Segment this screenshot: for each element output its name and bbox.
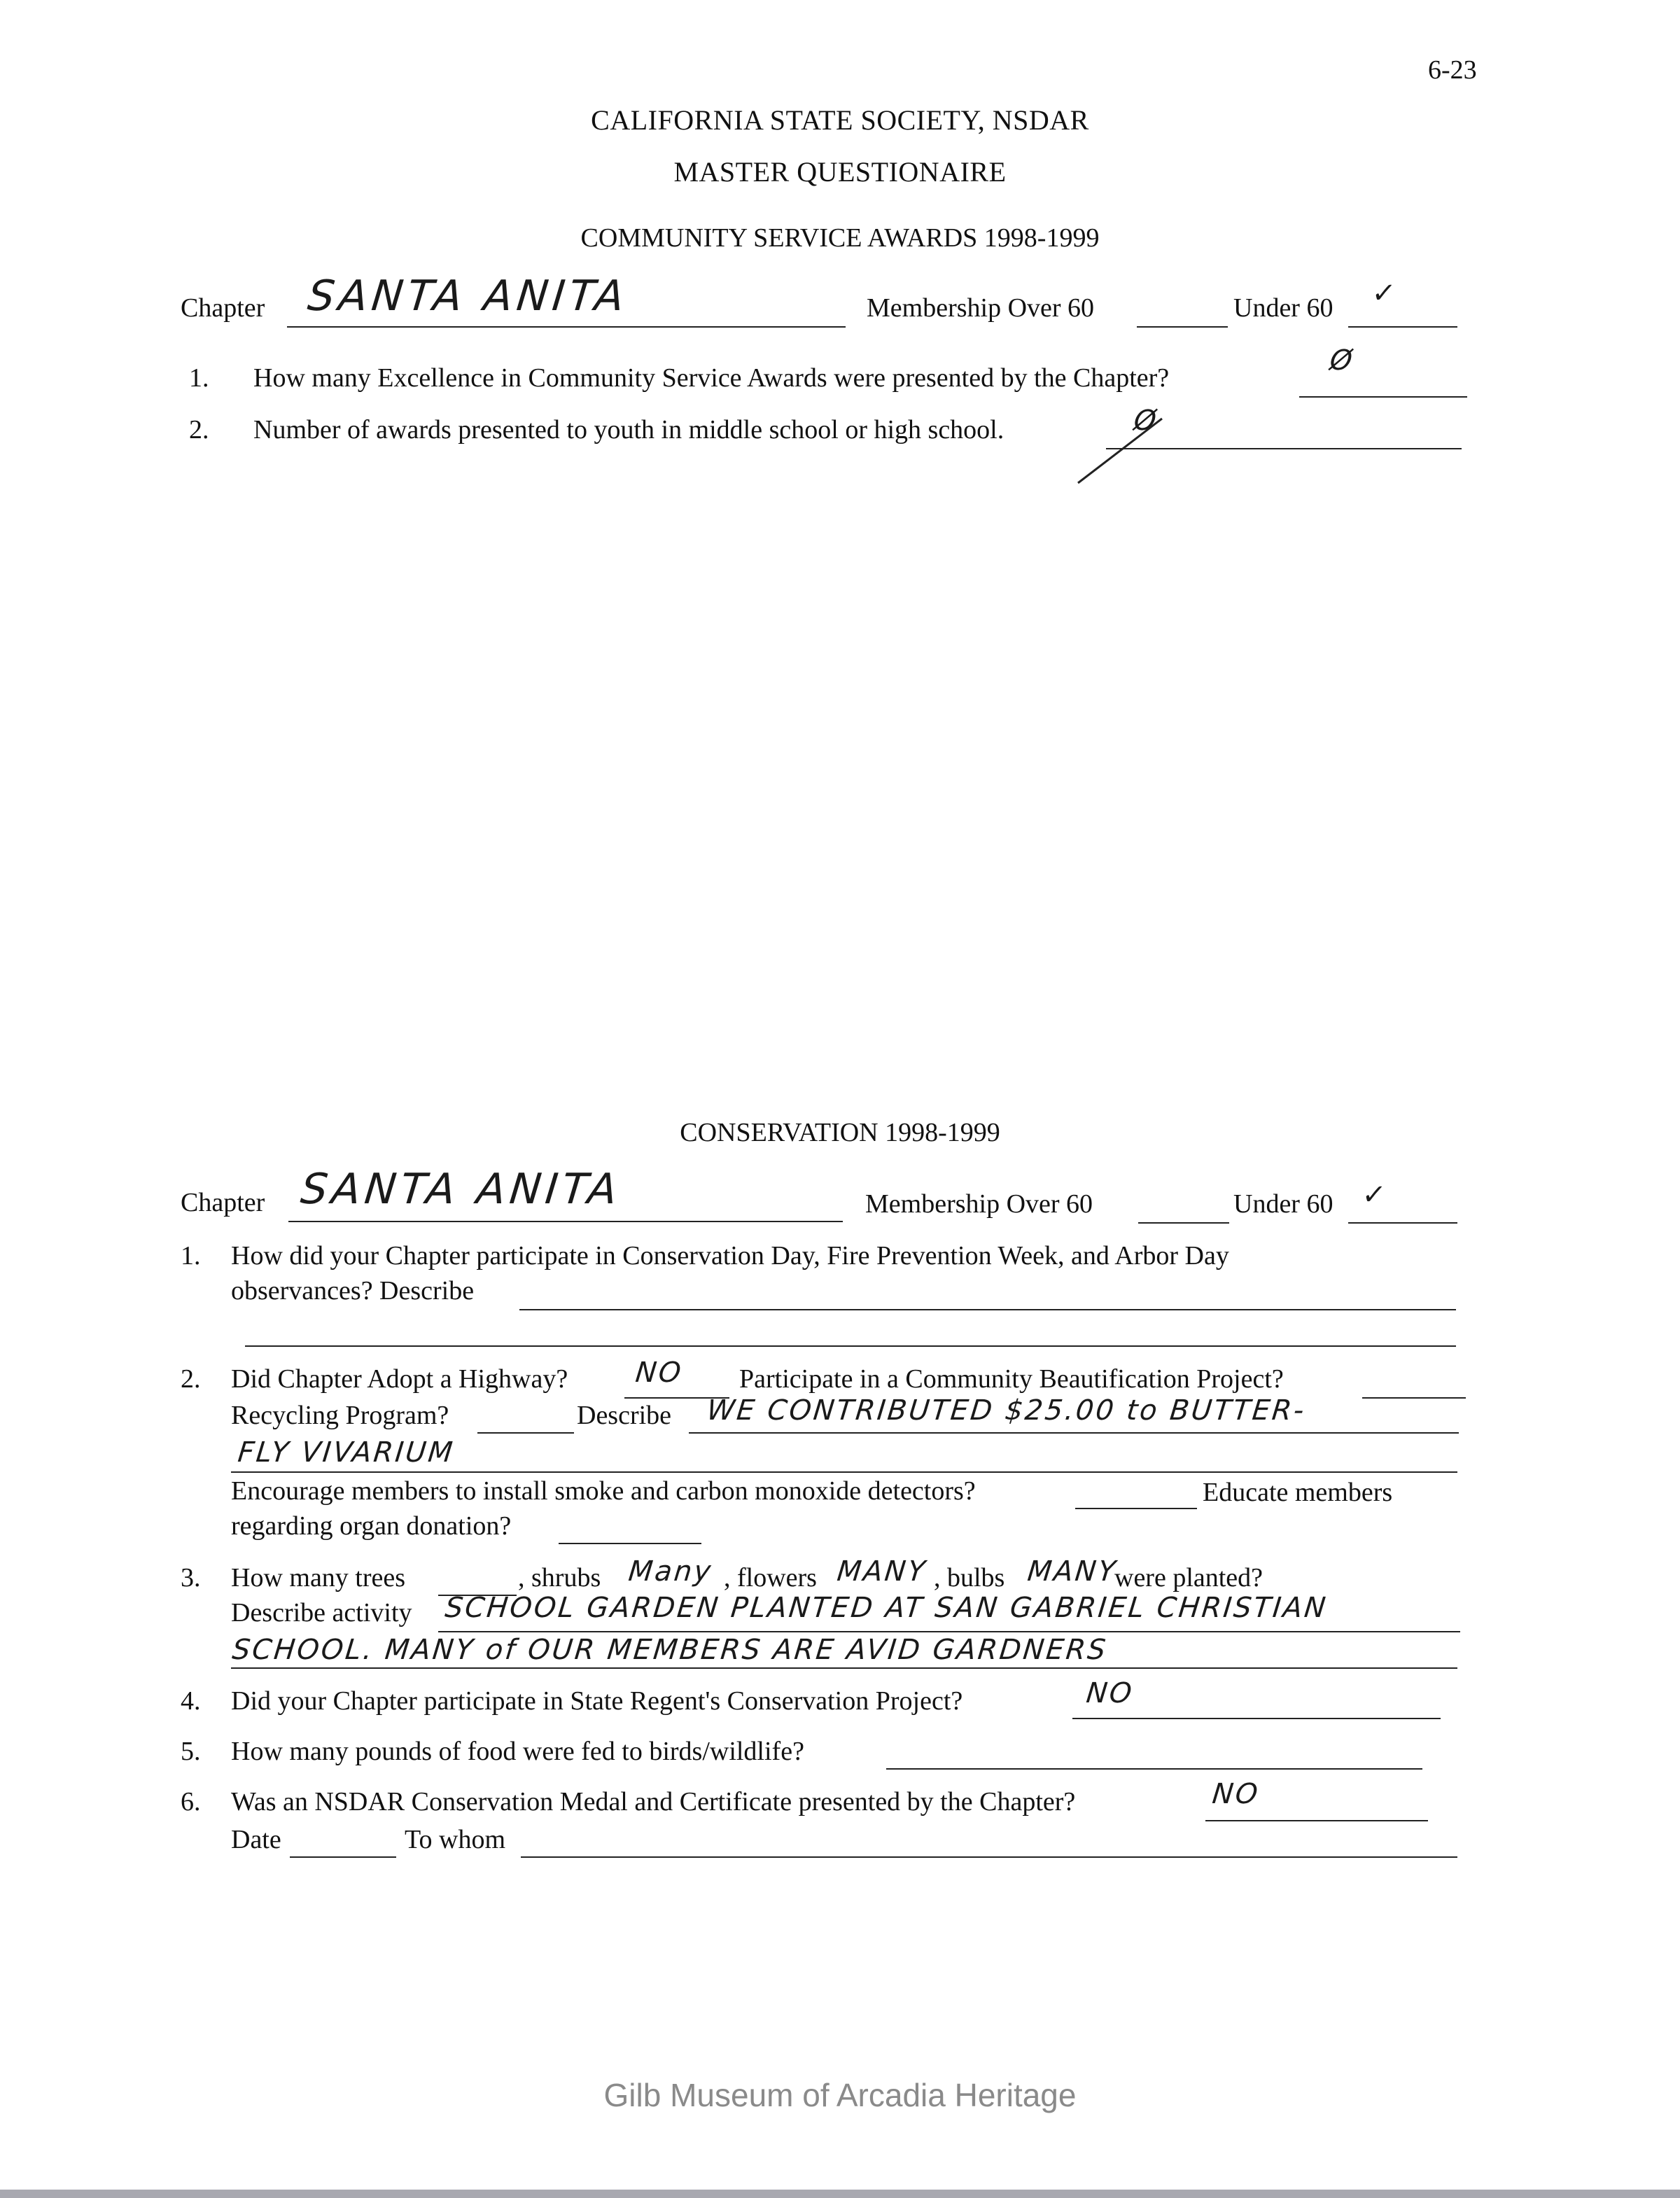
conservation-q2-adopt: Did Chapter Adopt a Highway? bbox=[231, 1364, 568, 1394]
awards-under60-value: ✓ bbox=[1370, 277, 1399, 309]
conservation-chapter-label: Chapter bbox=[181, 1188, 265, 1217]
awards-q1-text: How many Excellence in Community Service Awards were presented by the Chapter? bbox=[253, 363, 1170, 393]
awards-over60-label: Membership Over 60 bbox=[867, 293, 1095, 323]
conservation-q3-number: 3. bbox=[181, 1563, 201, 1592]
conservation-q4-number: 4. bbox=[181, 1686, 201, 1716]
conservation-q2-educate: Educate members bbox=[1203, 1478, 1393, 1507]
conservation-q3-answer-line2: SCHOOL. MANY of OUR MEMBERS ARE AVID GARDNERS bbox=[230, 1634, 1110, 1666]
conservation-q2-answer-line2: FLY VIVARIUM bbox=[236, 1436, 456, 1469]
conservation-q1-line2: observances? Describe bbox=[231, 1276, 475, 1306]
page-number: 6-23 bbox=[1428, 55, 1477, 85]
conservation-q5-number: 5. bbox=[181, 1737, 201, 1766]
conservation-q4-answer: NO bbox=[1084, 1677, 1135, 1709]
scan-edge bbox=[0, 2190, 1680, 2198]
museum-footer: Gilb Museum of Arcadia Heritage bbox=[603, 2077, 1077, 2113]
conservation-q1-line1: How did your Chapter participate in Conservation Day, Fire Prevention Week, and Arbor Day bbox=[231, 1241, 1229, 1270]
awards-title: COMMUNITY SERVICE AWARDS 1998-1999 bbox=[580, 223, 1100, 253]
conservation-q2-recycling: Recycling Program? bbox=[231, 1401, 449, 1430]
conservation-q3-shrubs-answer: Many bbox=[626, 1555, 715, 1588]
conservation-q2-beautify: Participate in a Community Beautification Project? bbox=[739, 1364, 1284, 1394]
society-title: CALIFORNIA STATE SOCIETY, NSDAR bbox=[591, 104, 1089, 136]
conservation-q5-text: How many pounds of food were fed to birds/wildlife? bbox=[231, 1737, 804, 1766]
conservation-q3-flowers-answer: MANY bbox=[835, 1555, 929, 1588]
awards-q2-number: 2. bbox=[189, 415, 209, 444]
conservation-q3-bulbs: , bulbs bbox=[934, 1563, 1005, 1592]
conservation-q2-number: 2. bbox=[181, 1364, 201, 1394]
conservation-q2-describe: Describe bbox=[577, 1401, 672, 1430]
conservation-over60-label: Membership Over 60 bbox=[865, 1189, 1093, 1219]
conservation-q3-answer-line1: SCHOOL GARDEN PLANTED AT SAN GABRIEL CHRISTIAN bbox=[443, 1592, 1329, 1624]
conservation-q6-number: 6. bbox=[181, 1787, 201, 1816]
awards-q2-answer: Ø bbox=[1132, 405, 1160, 437]
conservation-q3-planted: were planted? bbox=[1114, 1563, 1264, 1592]
conservation-q6-date-label: Date bbox=[231, 1825, 281, 1854]
awards-q2-text: Number of awards presented to youth in middle school or high school. bbox=[253, 415, 1004, 444]
awards-chapter-value: SANTA ANITA bbox=[305, 272, 631, 321]
conservation-q3-bulbs-answer: MANY bbox=[1026, 1555, 1119, 1588]
conservation-chapter-value: SANTA ANITA bbox=[298, 1165, 624, 1214]
awards-q1-number: 1. bbox=[189, 363, 209, 393]
conservation-q2-answer-line1: WE CONTRIBUTED $25.00 to BUTTER- bbox=[705, 1394, 1308, 1427]
conservation-q6-towhom-label: To whom bbox=[405, 1825, 506, 1854]
conservation-q3-shrubs: , shrubs bbox=[518, 1563, 601, 1592]
conservation-title: CONSERVATION 1998-1999 bbox=[680, 1118, 1000, 1147]
conservation-q3-describe: Describe activity bbox=[231, 1598, 412, 1628]
conservation-under60-value: ✓ bbox=[1360, 1179, 1390, 1211]
conservation-q1-number: 1. bbox=[181, 1241, 201, 1270]
awards-under60-label: Under 60 bbox=[1233, 293, 1334, 323]
pen-stroke-mark bbox=[1071, 413, 1169, 490]
awards-chapter-label: Chapter bbox=[181, 293, 265, 323]
conservation-under60-label: Under 60 bbox=[1233, 1189, 1334, 1219]
conservation-q6-answer: NO bbox=[1210, 1778, 1261, 1810]
conservation-q2-adopt-answer: NO bbox=[634, 1357, 685, 1389]
conservation-q3-flowers: , flowers bbox=[724, 1563, 817, 1592]
conservation-q4-text: Did your Chapter participate in State Regent's Conservation Project? bbox=[231, 1686, 963, 1716]
conservation-q2-detectors: Encourage members to install smoke and carbon monoxide detectors? bbox=[231, 1476, 976, 1506]
awards-q1-answer: Ø bbox=[1328, 344, 1356, 377]
conservation-q3-trees: How many trees bbox=[231, 1563, 406, 1592]
conservation-q2-organ: regarding organ donation? bbox=[231, 1511, 512, 1541]
conservation-q6-text: Was an NSDAR Conservation Medal and Certificate presented by the Chapter? bbox=[231, 1787, 1076, 1816]
questionnaire-title: MASTER QUESTIONAIRE bbox=[673, 156, 1007, 188]
